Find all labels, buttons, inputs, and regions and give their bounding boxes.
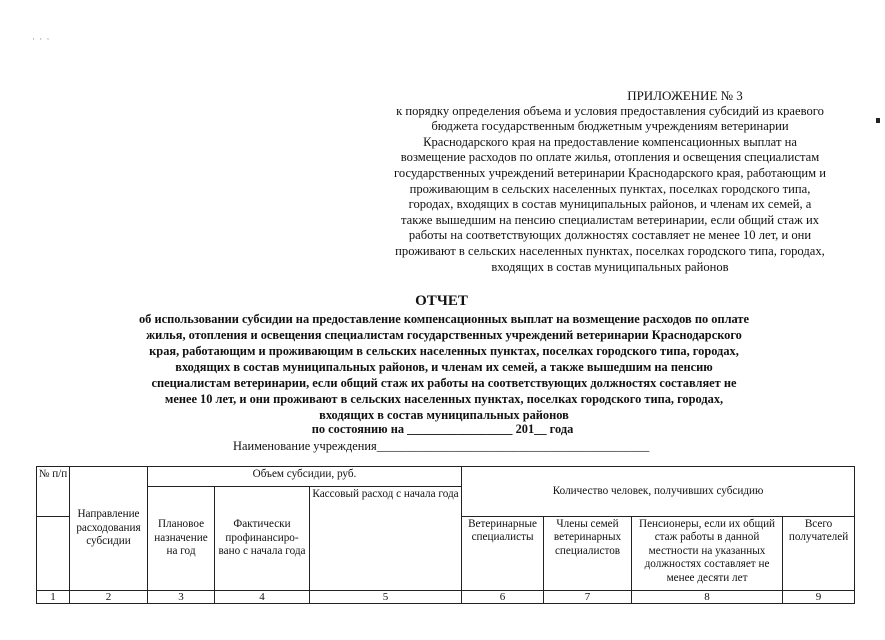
column-number: 6 xyxy=(462,591,544,604)
scan-artifact-mark xyxy=(876,118,880,123)
appendix-line: городах, входящих в состав муниципальных районов, и членам их семей, а xyxy=(408,197,812,212)
report-line: входящих в состав муниципальных районов xyxy=(319,408,569,422)
column-number: 3 xyxy=(148,591,215,604)
table-row xyxy=(37,591,855,604)
column-number: 7 xyxy=(544,591,632,604)
appendix-line: Краснодарского края на предоставление компенсационных выплат на xyxy=(423,134,797,149)
appendix-block xyxy=(352,88,868,275)
appendix-line: входящих в состав муниципальных районов xyxy=(491,259,729,274)
report-line: края, работающим и проживающим в сельских населенных пунктах, поселках городского типа, городах, xyxy=(149,344,739,358)
report-line: менее 10 лет, и они проживают в сельских населенных пунктах, поселках городского типа, городах, xyxy=(164,392,724,406)
appendix-line: бюджета государственным бюджетным учреждениям ветеринарии xyxy=(431,119,789,134)
scan-artifact: · · · xyxy=(32,34,51,44)
report-line: специалистам ветеринарии, если общий стаж их работы на соответствующих должностях составляет не xyxy=(151,376,737,390)
appendix-line: также вышедшим на пенсию специалистам ветеринарии, если общий стаж их xyxy=(400,212,820,227)
header-cell-family: Члены семей ветеринарных специалистов xyxy=(544,517,632,591)
header-cell-planned: Плановое назначение на год xyxy=(148,487,215,591)
appendix-line: возмещение расходов по оплате жилья, отопления и освещения специалистам xyxy=(400,150,820,165)
appendix-title: ПРИЛОЖЕНИЕ № 3 xyxy=(627,88,743,103)
table-header-row xyxy=(37,467,855,487)
report-title xyxy=(0,293,885,310)
header-cell-actual: Фактически профинансиро-вано с начала года xyxy=(215,487,310,591)
appendix-line: проживают в сельских населенных пунктах, поселках городского типа, городах, xyxy=(395,243,825,258)
column-number: 9 xyxy=(783,591,855,604)
header-cell-direction: Направление расходования субсидии xyxy=(70,467,148,591)
appendix-line: проживающим в сельских населенных пунктах, поселках городского типа, xyxy=(409,181,811,196)
header-cell-empty xyxy=(37,517,70,591)
header-group-people: Количество человек, получивших субсидию xyxy=(462,467,855,517)
header-group-volume: Объем субсидии, руб. xyxy=(148,467,462,487)
appendix-line: работы на соответствующих должностях составляет не менее 10 лет, и они xyxy=(408,228,812,243)
column-number: 8 xyxy=(632,591,783,604)
header-cell-total: Всего получателей xyxy=(783,517,855,591)
institution-name-line: Наименование учреждения____________________________________________ xyxy=(233,439,650,453)
report-line: жилья, отопления и освещения специалистам государственных учреждений ветеринарии Краснодарского xyxy=(146,328,742,342)
report-line: входящих в состав муниципальных районов, и членам их семей, а также вышедшим на пенсию xyxy=(175,360,713,374)
subsidy-report-table xyxy=(36,466,855,604)
report-title-text: ОТЧЕТ xyxy=(415,293,468,309)
report-subject xyxy=(74,311,814,423)
column-number: 5 xyxy=(310,591,462,604)
column-number: 2 xyxy=(70,591,148,604)
header-cell-cash: Кассовый расход с начала года xyxy=(310,487,462,591)
report-date-line: по состоянию на _________________ 201__ года xyxy=(311,422,574,436)
column-number: 4 xyxy=(215,591,310,604)
header-cell-vets: Ветеринарные специалисты xyxy=(462,517,544,591)
appendix-line: к порядку определения объема и условия предоставления субсидий из краевого xyxy=(396,103,824,118)
report-line: об использовании субсидии на предоставление компенсационных выплат на возмещение расходов по оплате xyxy=(138,312,750,326)
appendix-line: государственных учреждений ветеринарии Краснодарского края, работающим и xyxy=(393,165,827,180)
header-cell-pensioners: Пенсионеры, если их общий стаж работы в данной местности на указанных должностях составляет не менее десяти лет xyxy=(632,517,783,591)
header-cell-no: № п/п xyxy=(37,467,70,517)
column-number: 1 xyxy=(37,591,70,604)
